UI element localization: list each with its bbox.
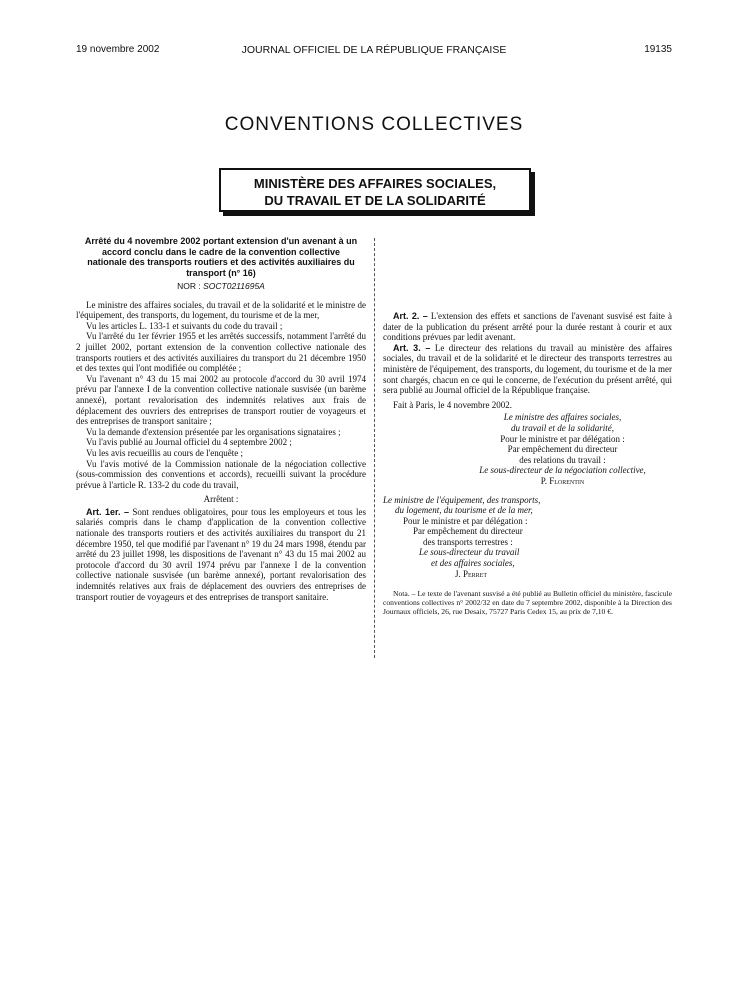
decree-paragraph: Vu la demande d'extension présentée par les organisations signataires ; [86, 426, 341, 437]
signature-1-line-3: Pour le ministre et par délégation : [500, 433, 625, 444]
signature-1-line-2: du travail et de la solidarité, [511, 422, 614, 433]
signature-2-line-2: du logement, du tourisme et de la mer, [395, 505, 533, 516]
ministry-line-1: MINISTÈRE DES AFFAIRES SOCIALES, [253, 176, 497, 191]
signature-block-1 [383, 412, 672, 486]
article-3-heading: Art. 3. – [393, 342, 431, 353]
signature-2-line-7: et des affaires sociales, [431, 558, 515, 569]
decree-title: Arrêté du 4 novembre 2002 portant extension d'un avenant à un accord conclu dans le cadre de la convention collective nationale des transports routiers et des activités auxiliaires du transport (n° 16) [84, 236, 358, 278]
nor-code: SOCT0211695A [203, 281, 265, 291]
ministry-line-2: DU TRAVAIL ET DE LA SOLIDARITÉ [264, 193, 486, 208]
nor-reference [76, 281, 366, 292]
article-2 [383, 311, 672, 343]
decree-paragraph: Vu les avis recueillis au cours de l'enquête ; [86, 447, 244, 458]
header-journal-title: JOURNAL OFFICIEL DE LA RÉPUBLIQUE FRANÇAISE [241, 44, 507, 56]
signature-2-line-3: Pour le ministre et par délégation : [403, 515, 528, 526]
article-3 [383, 343, 672, 396]
header-date: 19 novembre 2002 [76, 44, 160, 55]
page-header [76, 44, 672, 58]
publication-note: Nota. – Le texte de l'avenant susvisé a été publié au Bulletin officiel du ministère, fascicule conventions collectives n° 2002/32 en date du 7 septembre 2002, disponible à la Direction des Journaux officiels, 26, rue Desaix, 75727 Paris Cedex 15, au prix de 7,10 €. [383, 589, 672, 617]
decree-paragraph: Le ministre des affaires sociales, du travail et de la solidarité et le ministre de l'équipement, des transports, du logement, du tourisme et de la mer, [76, 299, 366, 321]
signature-block-2 [383, 495, 672, 580]
signature-1-name: P. Florentin [540, 475, 585, 486]
section-title: CONVENTIONS COLLECTIVES [224, 114, 524, 135]
ministry-box [219, 168, 531, 212]
column-divider [374, 238, 375, 658]
signature-1-line-5: des relations du travail : [519, 454, 606, 465]
article-2-heading: Art. 2. – [393, 311, 428, 321]
left-column [76, 236, 366, 602]
signature-2-line-4: Par empêchement du directeur [413, 526, 523, 537]
article-1-heading: Art. 1er. – [86, 506, 130, 517]
signature-1-line-1: Le ministre des affaires sociales, [503, 412, 622, 423]
fait-a-paris: Fait à Paris, le 4 novembre 2002. [393, 399, 512, 410]
right-column [383, 236, 672, 616]
signature-2-line-6: Le sous-directeur du travail [419, 547, 520, 558]
decree-paragraph: Vu l'arrêté du 1er février 1955 et les arrêtés successifs, notamment l'arrêté du 2 juillet 2002, portant extension de la convention collective nationale des transports routiers et des activités auxiliaires du transport du 21 décembre 1950 et des textes qui l'ont modifiée ou complétée ; [76, 331, 366, 374]
signature-2-line-5: des transports terrestres : [423, 536, 513, 547]
signature-2-name: J. Perret [455, 568, 488, 579]
signature-2-line-1: Le ministre de l'équipement, des transports, [383, 494, 541, 505]
article-2-text: L'extension des effets et sanctions de l'avenant susvisé est faite à dater de la publication du présent arrêté pour la durée restant à courir et aux conditions prévues par ledit avenant. [383, 311, 673, 343]
signature-1-line-6: Le sous-directeur de la négociation collective, [479, 465, 646, 476]
header-page-number: 19135 [644, 44, 672, 55]
signature-1-line-4: Par empêchement du directeur [507, 444, 618, 455]
decree-paragraph: Vu l'avis publié au Journal officiel du 4 septembre 2002 ; [86, 437, 292, 448]
article-1-text: Sont rendues obligatoires, pour tous les employeurs et tous les salariés compris dans le champ d'application de la convention collective nationale des transports routiers et des activités auxiliaires du transport du 21 décembre 1950, tel que modifié par l'avenant n° 19 du 24 mars 1998, étendu par arrêté du 23 juillet 1998, les dispositions de l'avenant n° 43 du 15 mai 2002 au protocole d'accord du 30 avril 1974 prévu par l'annexe I de la convention collective nationale susvisée (un barème annexé), portant revalorisation des indemnités relatives aux frais de déplacement des ouvriers des entreprises de transport routier de voyageurs et des entreprises de transport sanitaire. [76, 506, 367, 602]
decree-paragraph: Vu l'avis motivé de la Commission nationale de la négociation collective (sous-commission des conventions et accords), recueilli suivant la procédure prévue à l'article R. 133-2 du code du travail, [76, 458, 366, 490]
article-1 [76, 507, 366, 602]
decree-paragraph: Vu l'avenant n° 43 du 15 mai 2002 au protocole d'accord du 30 avril 1974 prévu par l'annexe I de la convention collective nationale susvisée (un barème annexé), portant revalorisation des indemnités relatives aux frais de déplacement des ouvriers des entreprises de transport routier de voyageurs et des entreprises de transport sanitaire ; [76, 373, 366, 427]
article-3-text: Le directeur des relations du travail au ministère des affaires sociales, du travail et de la solidarité et le directeur des transports terrestres au ministère de l'équipement, des transports, du logement, du tourisme et de la mer sont chargés, chacun en ce qui le concerne, de l'exécution du présent arrêté, qui sera publié au Journal officiel de la République française. [383, 342, 672, 396]
arretent-heading: Arrêtent : [203, 494, 239, 505]
nor-label: NOR : [177, 281, 204, 291]
decree-paragraph: Vu les articles L. 133-1 et suivants du code du travail ; [86, 320, 283, 331]
